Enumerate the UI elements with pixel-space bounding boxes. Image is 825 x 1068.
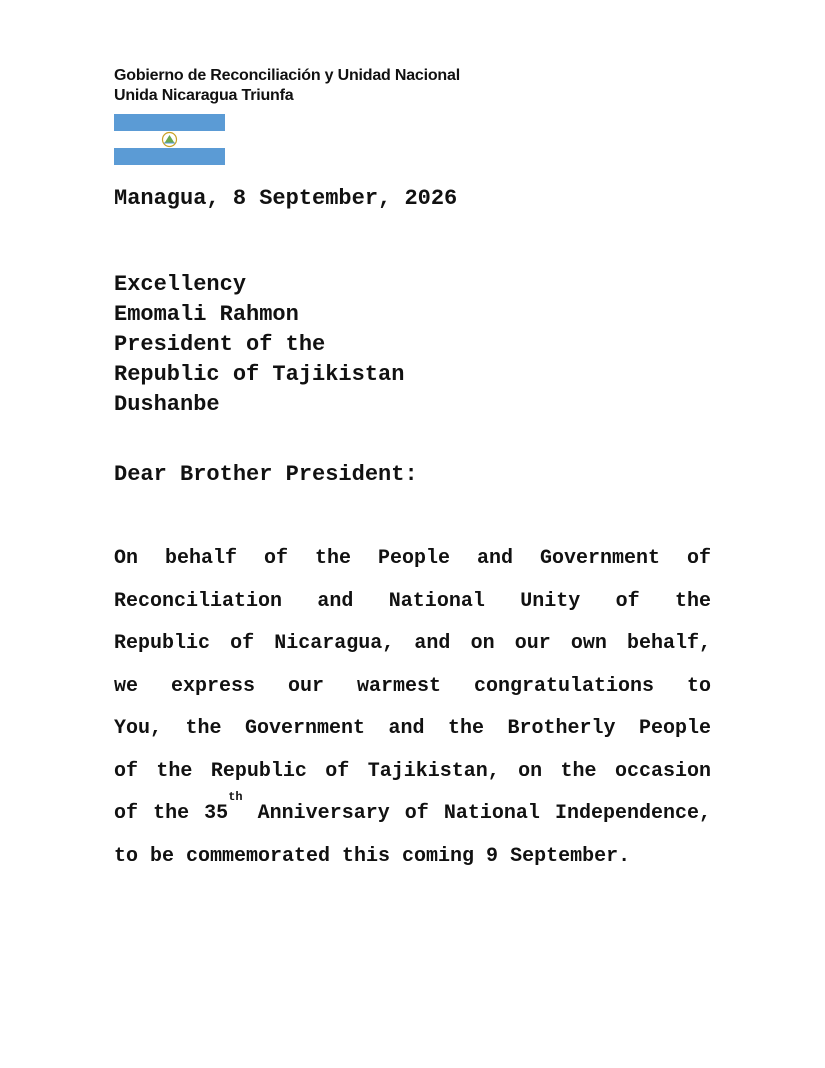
nicaragua-flag-icon <box>114 114 225 165</box>
body-line: You, the Government and the Brotherly People <box>114 717 711 740</box>
letterhead-slogan: Unida Nicaragua Triunfa <box>114 87 294 104</box>
recipient-name: Emomali Rahmon <box>114 302 299 327</box>
body-line: On behalf of the People and Government of <box>114 547 711 570</box>
recipient-block <box>114 270 404 420</box>
ordinal-suffix: th <box>228 790 243 804</box>
salutation: Dear Brother President: <box>114 462 418 487</box>
flag-bottom-stripe <box>114 148 225 165</box>
flag-top-stripe <box>114 114 225 131</box>
body-line-closing: to be commemorated this coming 9 September. <box>114 844 631 868</box>
body-line: Reconciliation and National Unity of the <box>114 589 711 613</box>
letterhead <box>114 66 460 106</box>
body-line: of the Republic of Tajikistan, on the occasion <box>114 759 711 783</box>
letter-body <box>114 538 711 878</box>
letterhead-government-name: Gobierno de Reconciliación y Unidad Nacional <box>114 67 460 84</box>
body-line-anniversary-start: of the 35 <box>114 802 229 825</box>
body-line-anniversary <box>114 790 711 836</box>
body-line: Republic of Nicaragua, and on our own behalf, <box>114 632 711 655</box>
body-line: we express our warmest congratulations to <box>114 674 711 698</box>
recipient-title: President of the <box>114 332 326 357</box>
body-line-anniversary-end: Anniversary of National Independence, <box>242 802 711 825</box>
recipient-honorific: Excellency <box>114 272 247 297</box>
recipient-city: Dushanbe <box>114 392 220 417</box>
letter-date: Managua, 8 September, 2026 <box>114 186 458 211</box>
recipient-country: Republic of Tajikistan <box>114 362 405 387</box>
